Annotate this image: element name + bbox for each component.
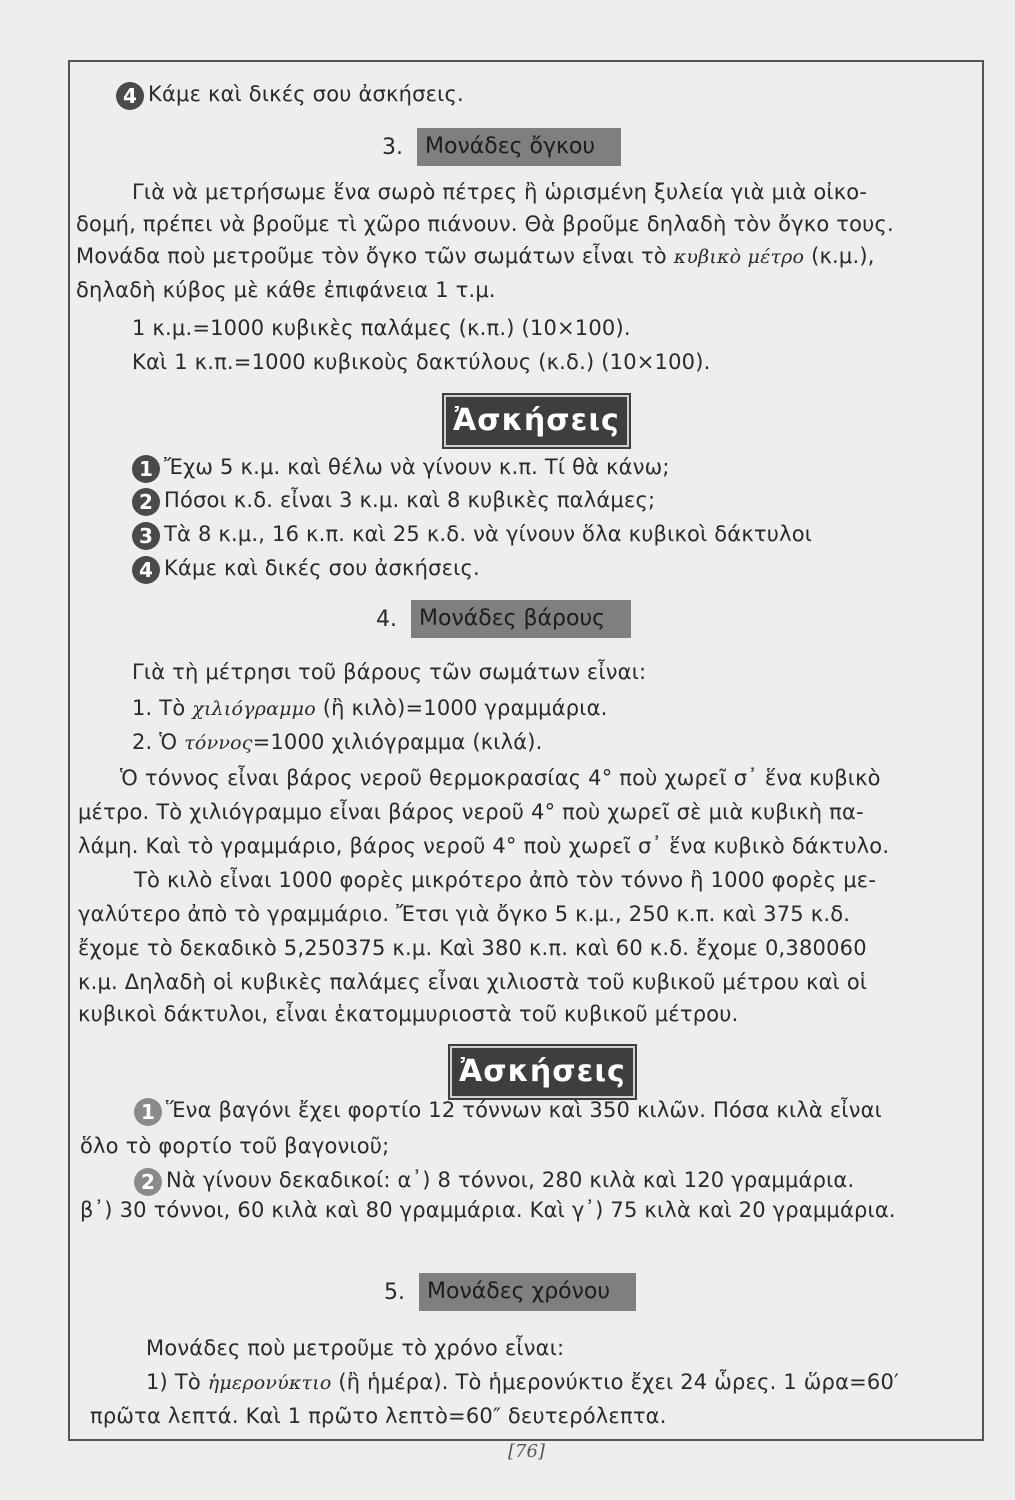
exercise-item — [132, 522, 812, 550]
exercise-item — [132, 455, 670, 483]
exercise-number-badge: 3 — [132, 522, 160, 550]
exercise-item — [134, 1098, 882, 1126]
term-italic: χιλιόγραμμο — [192, 698, 316, 720]
exercise-number-badge: 2 — [134, 1168, 162, 1196]
term-italic: κυβικὸ μέτρο — [673, 246, 805, 268]
section-title: Μονάδες ὄγκου — [417, 128, 621, 166]
exercise-text: Κάμε καὶ δικές σου ἀσκήσεις. — [164, 556, 480, 580]
exercises-title: Ἀσκήσεις — [450, 1046, 635, 1098]
text-line: Μονάδες ποὺ μετροῦμε τὸ χρόνο εἶναι: — [146, 1336, 565, 1360]
exercise-text: Ἔχω 5 κ.μ. καὶ θέλω νὰ γίνουν κ.π. Τί θὰ κάνω; — [164, 455, 670, 479]
text-segment: (ἢ κιλὸ)=1000 γραμμάρια. — [322, 696, 608, 720]
exercise-text-continued: ὅλο τὸ φορτίο τοῦ βαγονιοῦ; — [80, 1134, 390, 1158]
section-number: 3. — [382, 134, 403, 160]
section-3-heading — [382, 128, 621, 166]
term-italic: ἡμερονύκτιο — [207, 1372, 332, 1394]
text-line: δηλαδὴ κύβος μὲ κάθε ἐπιφάνεια 1 τ.μ. — [76, 278, 496, 302]
intro-exercise-text: Κάμε καὶ δικές σου ἀσκήσεις. — [148, 82, 464, 106]
text-line: κ.μ. Δηλαδὴ οἱ κυβικὲς παλάμες εἶναι χιλιοστὰ τοῦ κυβικοῦ μέτρου καὶ οἱ — [78, 970, 868, 994]
text-line: Γιὰ τὴ μέτρησι τοῦ βάρους τῶν σωμάτων εἶναι: — [132, 660, 647, 684]
exercise-number-badge: 4 — [132, 556, 160, 584]
section-number: 4. — [376, 606, 397, 632]
text-segment: =1000 χιλιόγραμμα (κιλά). — [252, 730, 543, 754]
text-line: πρῶτα λεπτά. Καὶ 1 πρῶτο λεπτὸ=60″ δευτερόλεπτα. — [90, 1404, 667, 1428]
text-segment: Μονάδα ποὺ μετροῦμε τὸν ὄγκο τῶν σωμάτων εἶναι τὸ — [76, 244, 667, 268]
text-line: Καὶ 1 κ.π.=1000 κυβικοὺς δακτύλους (κ.δ.) (10×100). — [132, 350, 711, 374]
text-segment: 1. Τὸ — [132, 696, 186, 720]
exercise-item — [134, 1168, 854, 1196]
exercise-number-badge: 4 — [116, 82, 144, 110]
text-line — [132, 696, 608, 720]
text-line: λάμη. Καὶ τὸ γραμμάριο, βάρος νεροῦ 4° ποὺ χωρεῖ σ᾽ ἕνα κυβικὸ δάκτυλο. — [78, 834, 890, 858]
text-segment: 1) Τὸ — [146, 1370, 201, 1394]
exercise-number-badge: 2 — [132, 488, 160, 516]
section-title: Μονάδες βάρους — [411, 600, 631, 638]
section-number: 5. — [384, 1279, 405, 1305]
exercise-text-continued: β᾽) 30 τόννοι, 60 κιλὰ καὶ 80 γραμμάρια. Καὶ γ᾽) 75 κιλὰ καὶ 20 γραμμάρια. — [80, 1198, 896, 1222]
exercise-number-badge: 1 — [132, 455, 160, 483]
text-line: δομή, πρέπει νὰ βροῦμε τὶ χῶρο πιάνουν. Θὰ βροῦμε δηλαδὴ τὸν ὄγκο τους. — [76, 212, 894, 236]
exercises-title: Ἀσκήσεις — [444, 395, 629, 447]
exercise-number-badge: 1 — [134, 1098, 162, 1126]
exercise-text: Νὰ γίνουν δεκαδικοί: α᾽) 8 τόννοι, 280 κιλὰ καὶ 120 γραμμάρια. — [166, 1168, 855, 1192]
exercise-text: Πόσοι κ.δ. εἶναι 3 κ.μ. καὶ 8 κυβικὲς παλάμες; — [164, 488, 656, 512]
exercise-text: Ἕνα βαγόνι ἔχει φορτίο 12 τόννων καὶ 350 κιλῶν. Πόσα κιλὰ εἶναι — [166, 1098, 882, 1122]
exercise-item — [132, 488, 655, 516]
section-4-heading — [376, 600, 631, 638]
text-line: Τὸ κιλὸ εἶναι 1000 φορὲς μικρότερο ἀπὸ τὸν τόννο ἢ 1000 φορὲς με- — [134, 868, 877, 892]
term-italic: τόννος — [184, 732, 253, 754]
section-5-heading — [384, 1273, 636, 1311]
text-line: γαλύτερο ἀπὸ τὸ γραμμάριο. Ἔτσι γιὰ ὄγκο 5 κ.μ., 250 κ.π. καὶ 375 κ.δ. — [78, 902, 851, 926]
text-line: κυβικοὶ δάκτυλοι, εἶναι ἑκατομμυριοστὰ τοῦ κυβικοῦ μέτρου. — [78, 1002, 739, 1026]
text-line — [146, 1370, 899, 1394]
text-line — [76, 244, 875, 268]
text-line: μέτρο. Τὸ χιλιόγραμμο εἶναι βάρος νεροῦ 4° ποὺ χωρεῖ σὲ μιὰ κυβικὴ πα- — [78, 800, 864, 824]
page-number: [76] — [508, 1441, 545, 1462]
section-title: Μονάδες χρόνου — [419, 1273, 636, 1311]
intro-exercise — [116, 82, 464, 110]
text-line: Γιὰ νὰ μετρήσωμε ἕνα σωρὸ πέτρες ἢ ὡρισμένη ξυλεία γιὰ μιὰ οἰκο- — [132, 180, 868, 204]
text-line: ἔχομε τὸ δεκαδικὸ 5,250375 κ.μ. Καὶ 380 κ.π. καὶ 60 κ.δ. ἔχομε 0,380060 — [78, 936, 867, 960]
text-segment: 2. Ὁ — [132, 730, 178, 754]
text-line — [132, 730, 543, 754]
exercise-text: Τὰ 8 κ.μ., 16 κ.π. καὶ 25 κ.δ. νὰ γίνουν ὅλα κυβικοὶ δάκτυλοι — [164, 522, 813, 546]
text-line: 1 κ.μ.=1000 κυβικὲς παλάμες (κ.π.) (10×100). — [132, 316, 631, 340]
text-segment: (ἢ ἡμέρα). Τὸ ἡμερονύκτιο ἔχει 24 ὧρες. 1 ὥρα=60′ — [338, 1370, 900, 1394]
text-segment: (κ.μ.), — [811, 244, 875, 268]
text-line: Ὁ τόννος εἶναι βάρος νεροῦ θερμοκρασίας 4° ποὺ χωρεῖ σ᾽ ἕνα κυβικὸ — [120, 766, 881, 790]
exercise-item — [132, 556, 480, 584]
